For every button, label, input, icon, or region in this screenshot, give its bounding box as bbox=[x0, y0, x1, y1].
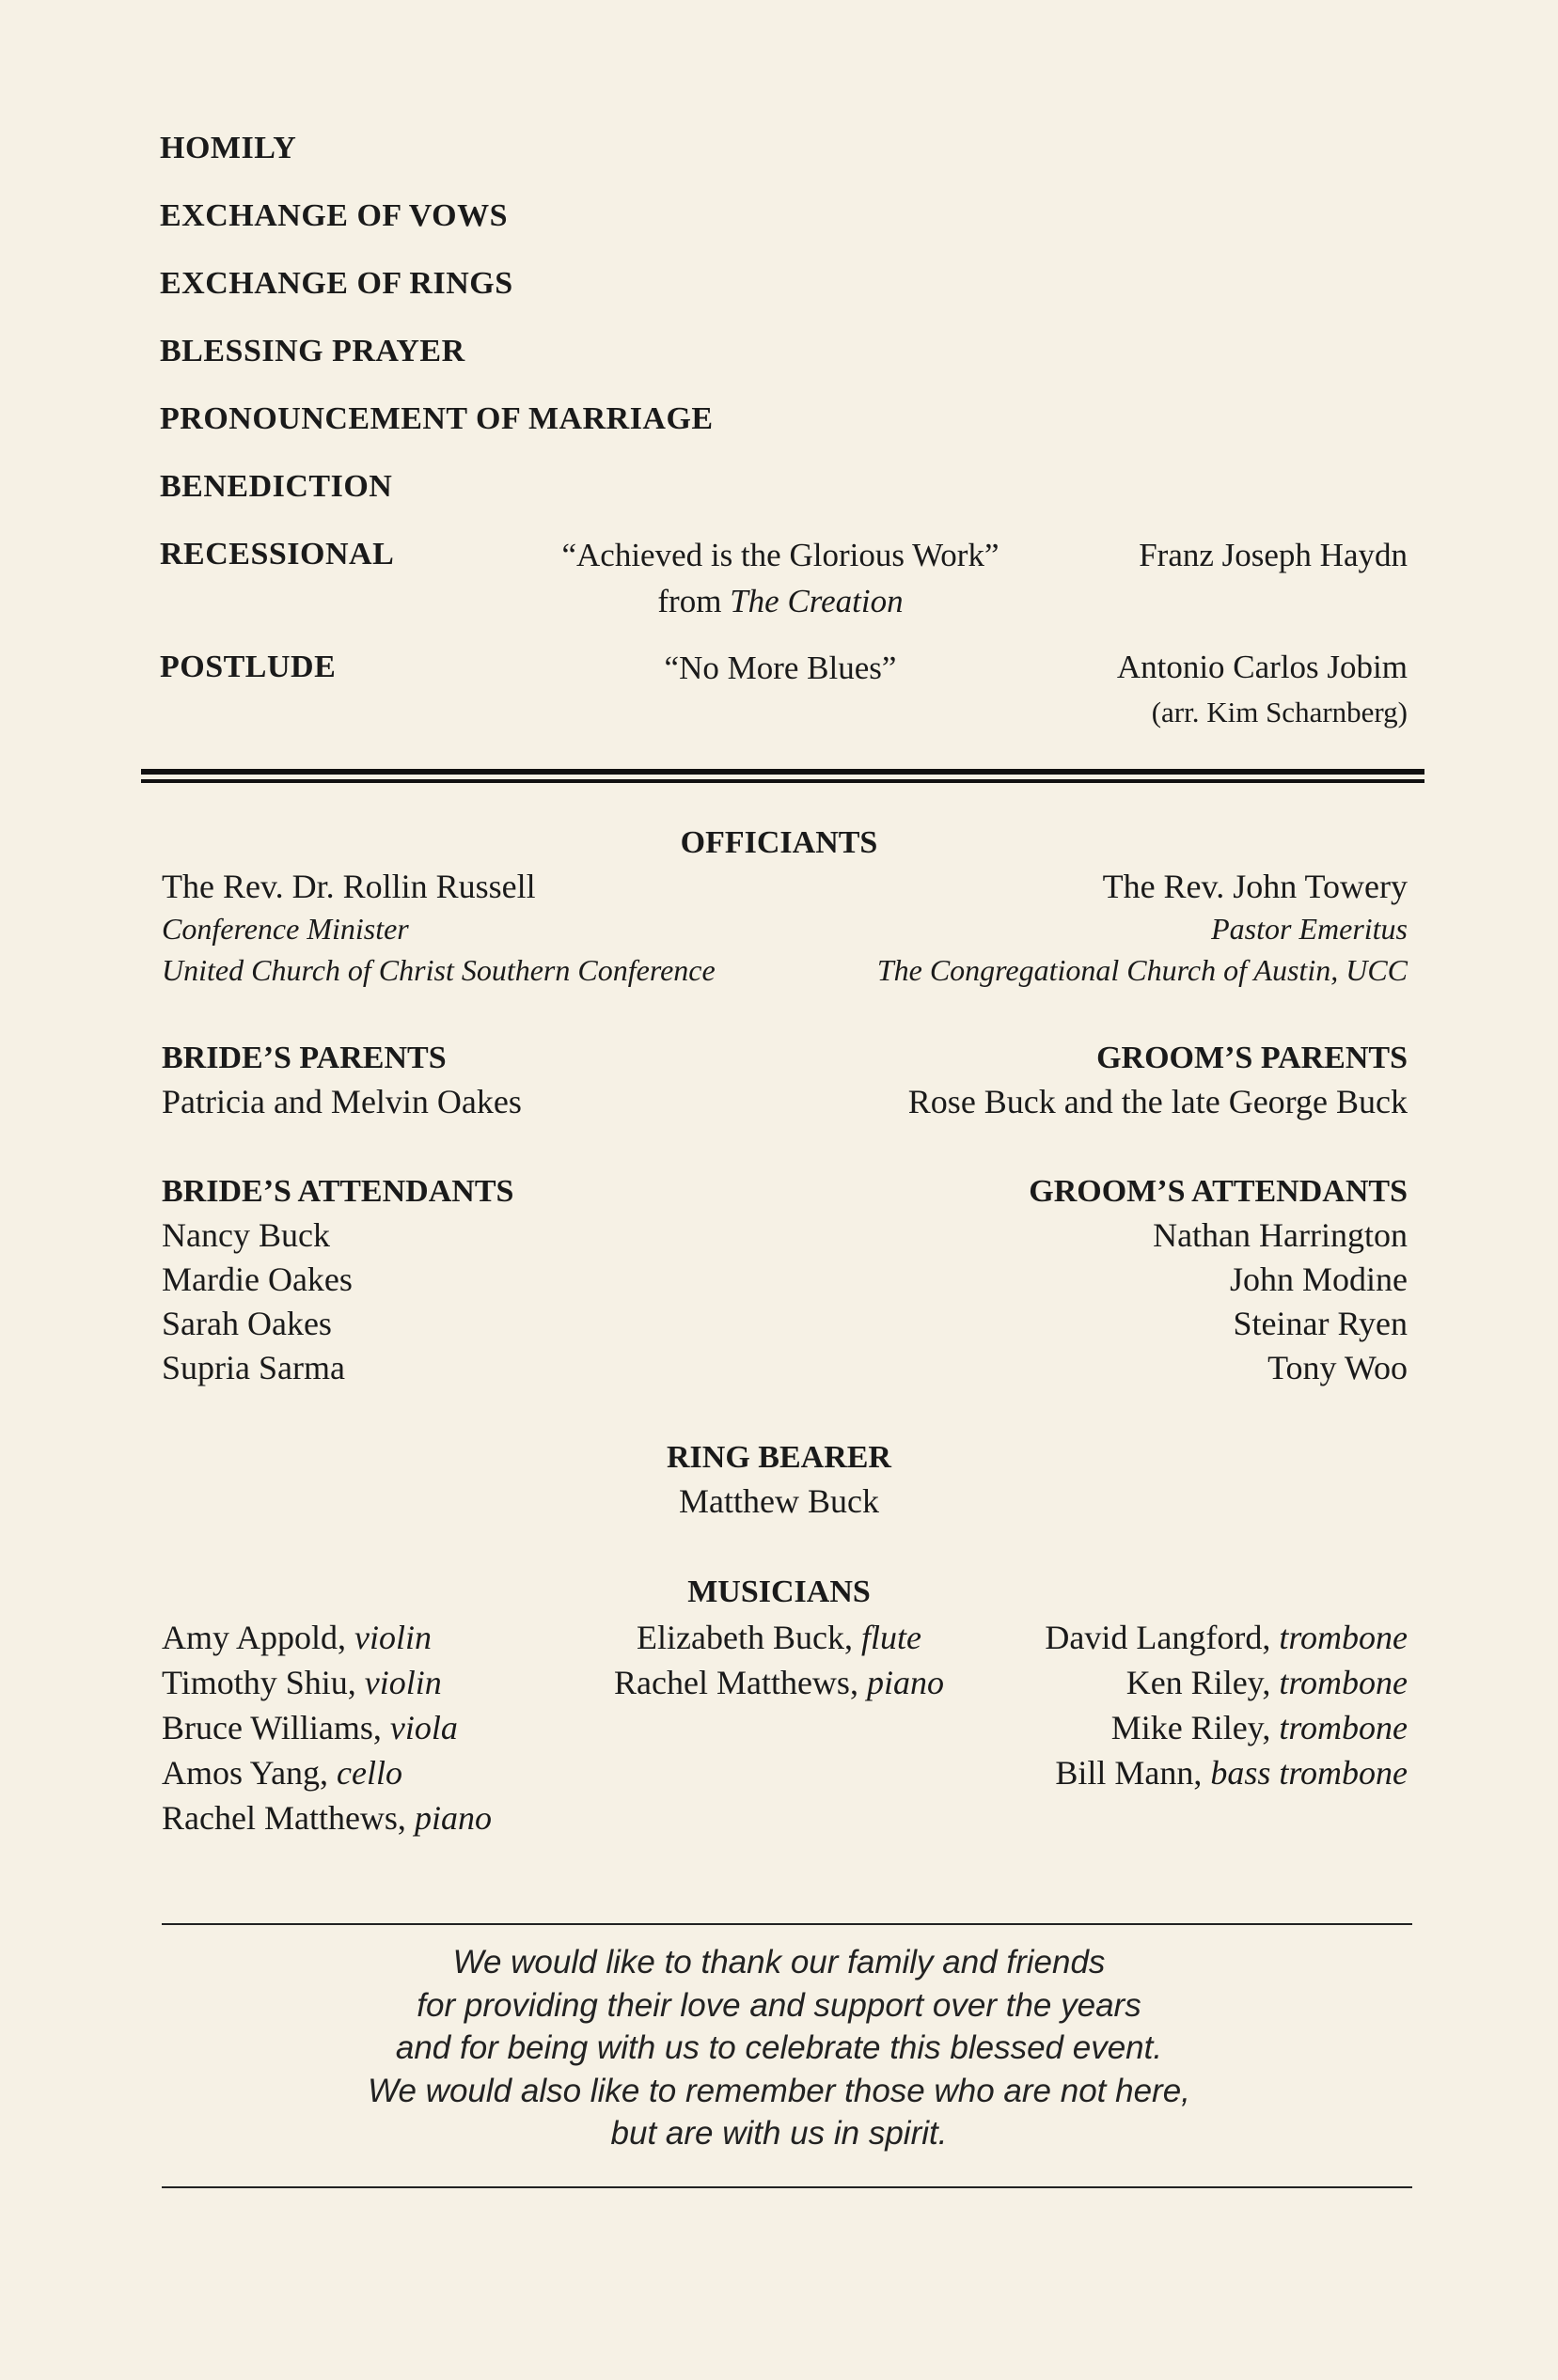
officiants-heading: OFFICIANTS bbox=[680, 825, 878, 860]
musician-instrument: violin bbox=[364, 1664, 442, 1701]
list-item: Steinar Ryen bbox=[1233, 1305, 1408, 1342]
officiant-left-name: The Rev. Dr. Rollin Russell bbox=[162, 868, 536, 905]
musician-name: Rachel Matthews, bbox=[162, 1799, 406, 1837]
musician-row bbox=[162, 1705, 492, 1750]
musician-instrument: cello bbox=[337, 1754, 403, 1792]
musician-name: Amy Appold, bbox=[162, 1619, 347, 1656]
musician-instrument: trombone bbox=[1279, 1709, 1408, 1746]
musicians-heading: MUSICIANS bbox=[687, 1574, 871, 1609]
thanks-message bbox=[0, 1941, 1558, 2155]
order-recessional-label: RECESSIONAL bbox=[160, 537, 395, 572]
officiant-right-org: The Congregational Church of Austin, UCC bbox=[876, 953, 1408, 987]
recessional-title: “Achieved is the Glorious Work” bbox=[561, 537, 999, 573]
musician-instrument: piano bbox=[414, 1799, 492, 1837]
list-item: Nathan Harrington bbox=[1153, 1216, 1408, 1254]
list-item: Tony Woo bbox=[1267, 1349, 1408, 1386]
musician-name: Mike Riley, bbox=[1110, 1709, 1271, 1746]
recessional-piece bbox=[508, 532, 1053, 624]
list-item: Supria Sarma bbox=[162, 1349, 345, 1386]
brides-parents-heading: BRIDE’S PARENTS bbox=[162, 1041, 447, 1075]
thanks-line: We would like to thank our family and friends bbox=[452, 1944, 1106, 1981]
list-item: Sarah Oakes bbox=[162, 1305, 332, 1342]
musicians-right bbox=[1045, 1615, 1408, 1795]
musician-name: Ken Riley, bbox=[1125, 1664, 1271, 1701]
order-pronouncement: PRONOUNCEMENT OF MARRIAGE bbox=[160, 401, 714, 436]
thanks-line: and for being with us to celebrate this blessed event. bbox=[395, 2029, 1163, 2066]
thanks-line: but are with us in spirit. bbox=[610, 2115, 948, 2152]
brides-attendants-heading: BRIDE’S ATTENDANTS bbox=[162, 1174, 514, 1209]
brides-parents-names: Patricia and Melvin Oakes bbox=[162, 1083, 522, 1120]
officiant-right bbox=[877, 865, 1408, 991]
officiant-left-title: Conference Minister bbox=[162, 912, 409, 946]
order-benediction: BENEDICTION bbox=[160, 469, 393, 504]
musician-instrument: trombone bbox=[1279, 1664, 1408, 1701]
list-item: John Modine bbox=[1230, 1260, 1408, 1298]
order-exchange-of-rings: EXCHANGE OF RINGS bbox=[160, 266, 513, 301]
brides-attendants bbox=[162, 1169, 513, 1390]
grooms-parents bbox=[908, 1036, 1408, 1124]
thanks-divider-bottom bbox=[162, 2186, 1412, 2188]
recessional-from-prefix: from bbox=[657, 583, 722, 619]
grooms-parents-names: Rose Buck and the late George Buck bbox=[907, 1083, 1408, 1120]
musician-instrument: trombone bbox=[1279, 1619, 1408, 1656]
grooms-attendants bbox=[1029, 1169, 1408, 1390]
recessional-source bbox=[508, 578, 1053, 624]
musician-name: Bill Mann, bbox=[1055, 1754, 1203, 1792]
musician-instrument: flute bbox=[860, 1619, 921, 1656]
recessional-composer: Franz Joseph Haydn bbox=[1139, 537, 1408, 573]
thanks-line: We would also like to remember those who are not here, bbox=[368, 2072, 1190, 2109]
musician-row bbox=[1045, 1750, 1408, 1795]
officiant-right-name: The Rev. John Towery bbox=[1102, 868, 1408, 905]
musician-name: Rachel Matthews, bbox=[614, 1664, 858, 1701]
musician-row bbox=[162, 1750, 492, 1795]
musician-row bbox=[1045, 1660, 1408, 1705]
order-homily: HOMILY bbox=[160, 131, 297, 165]
order-blessing-prayer: BLESSING PRAYER bbox=[160, 334, 465, 368]
recessional-work: The Creation bbox=[730, 583, 904, 619]
officiant-left bbox=[162, 865, 716, 991]
list-item: Mardie Oakes bbox=[162, 1260, 353, 1298]
musician-name: Amos Yang, bbox=[162, 1754, 329, 1792]
section-divider-top bbox=[141, 769, 1424, 775]
musician-instrument: piano bbox=[866, 1664, 944, 1701]
officiant-left-org: United Church of Christ Southern Conference bbox=[162, 953, 716, 987]
musician-name: Elizabeth Buck, bbox=[637, 1619, 853, 1656]
list-item: Nancy Buck bbox=[162, 1216, 330, 1254]
ring-bearer-name: Matthew Buck bbox=[679, 1482, 879, 1520]
musician-instrument: bass trombone bbox=[1210, 1754, 1408, 1792]
musician-row bbox=[1045, 1705, 1408, 1750]
musician-name: Bruce Williams, bbox=[162, 1709, 382, 1746]
grooms-attendants-heading: GROOM’S ATTENDANTS bbox=[1029, 1174, 1408, 1209]
musician-row bbox=[1045, 1615, 1408, 1660]
order-postlude-label: POSTLUDE bbox=[160, 650, 337, 684]
ring-bearer-heading: RING BEARER bbox=[667, 1440, 891, 1475]
musician-name: Timothy Shiu, bbox=[162, 1664, 356, 1701]
musician-instrument: viola bbox=[389, 1709, 458, 1746]
musician-row bbox=[162, 1795, 492, 1840]
postlude-composer: Antonio Carlos Jobim bbox=[1116, 649, 1408, 685]
grooms-parents-heading: GROOM’S PARENTS bbox=[1096, 1041, 1408, 1075]
musician-name: David Langford, bbox=[1045, 1619, 1271, 1656]
thanks-divider-top bbox=[162, 1923, 1412, 1925]
thanks-line: for providing their love and support over the years bbox=[417, 1986, 1141, 2024]
officiant-right-title: Pastor Emeritus bbox=[1211, 912, 1408, 946]
postlude-piece: “No More Blues” bbox=[664, 650, 897, 686]
musician-instrument: violin bbox=[354, 1619, 432, 1656]
postlude-arranger: (arr. Kim Scharnberg) bbox=[1151, 696, 1408, 728]
section-divider-bottom bbox=[141, 779, 1424, 783]
brides-parents bbox=[162, 1036, 522, 1124]
postlude-composer-block bbox=[1117, 645, 1408, 735]
ring-bearer bbox=[0, 1435, 1558, 1524]
order-exchange-of-vows: EXCHANGE OF VOWS bbox=[160, 198, 509, 233]
